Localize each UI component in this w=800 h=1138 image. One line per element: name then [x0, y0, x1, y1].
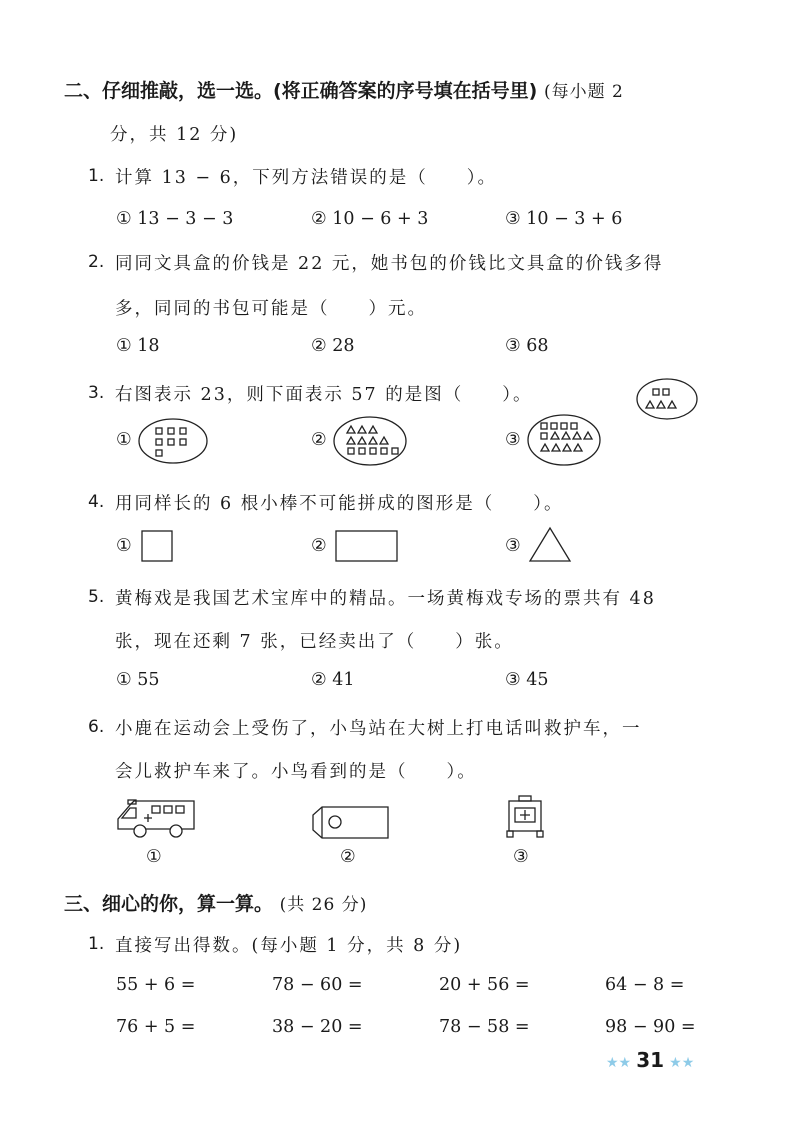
q4-number: 4.	[88, 492, 105, 512]
q4-rectangle-shape	[335, 530, 399, 562]
q5-option-1: ① 55	[116, 670, 160, 690]
calc-row1-item4: 64 − 8 =	[605, 975, 685, 995]
calc-row1-item1: 55 + 6 =	[116, 975, 196, 995]
q3-text: 右图表示 23，则下面表示 57 的是图（ ）。	[115, 385, 533, 405]
calc-row1-item3: 20 + 56 =	[439, 975, 530, 995]
calc-row2-item2: 38 − 20 =	[272, 1017, 363, 1037]
ambulance-front-view-figure	[505, 795, 545, 839]
reference-figure-23	[636, 378, 700, 422]
section-2-title: 二、仔细推敲，选一选。(将正确答案的序号填在括号里)	[64, 80, 538, 102]
star-icon: ★★	[669, 1055, 695, 1071]
section-3-heading	[64, 889, 367, 916]
q1-text: 计算 13 − 6，下列方法错误的是（ ）。	[115, 168, 498, 188]
q4-square-shape	[141, 530, 173, 562]
q3-label-1: ①	[116, 430, 132, 450]
q5-line-1: 黄梅戏是我国艺术宝库中的精品。一场黄梅戏专场的票共有 48	[115, 589, 656, 609]
q2-option-3: ③ 68	[505, 336, 549, 356]
q1-option-2: ② 10 − 6 + 3	[311, 209, 429, 229]
page-number: 31	[636, 1048, 665, 1072]
q4-triangle-shape	[529, 526, 571, 562]
calc-row2-item4: 98 − 90 =	[605, 1017, 696, 1037]
q5-option-3: ③ 45	[505, 670, 549, 690]
q1-option-1: ① 13 − 3 − 3	[116, 209, 234, 229]
calc-row2-item1: 76 + 5 =	[116, 1017, 196, 1037]
q4-label-3: ③	[505, 536, 521, 556]
section-3-title: 三、细心的你，算一算。	[64, 893, 274, 915]
page-number-footer	[606, 1048, 694, 1072]
q4-text: 用同样长的 6 根小棒不可能拼成的图形是（ ）。	[115, 494, 564, 514]
q2-option-1: ① 18	[116, 336, 160, 356]
q3-number: 3.	[88, 383, 105, 403]
section-2-note: (每小题 2	[544, 82, 624, 102]
calc-row2-item3: 78 − 58 =	[439, 1017, 530, 1037]
q2-number: 2.	[88, 252, 105, 272]
q3-figure-1	[138, 418, 210, 466]
calc-row1-item2: 78 − 60 =	[272, 975, 363, 995]
q6-label-1: ①	[146, 847, 162, 867]
q2-line-1: 同同文具盒的价钱是 22 元，她书包的价钱比文具盒的价钱多得	[115, 254, 664, 274]
q6-label-2: ②	[340, 847, 356, 867]
q6-label-3: ③	[513, 847, 529, 867]
q6-line-2: 会儿救护车来了。小鸟看到的是（ ）。	[115, 762, 477, 782]
q5-number: 5.	[88, 587, 105, 607]
q1-option-3: ③ 10 − 3 + 6	[505, 209, 623, 229]
q1-number: 1.	[88, 166, 105, 186]
q3-figure-3	[527, 414, 603, 468]
q3-figure-2	[333, 416, 409, 468]
q3-label-3: ③	[505, 430, 521, 450]
section-3-note: (共 26 分)	[279, 895, 368, 915]
section-2-heading	[64, 76, 624, 103]
star-icon: ★★	[606, 1055, 632, 1071]
q6-number: 6.	[88, 717, 105, 737]
q5-line-2: 张，现在还剩 7 张，已经卖出了（ ）张。	[115, 632, 514, 652]
q6-line-1: 小鹿在运动会上受伤了，小鸟站在大树上打电话叫救护车，一	[115, 719, 642, 739]
ambulance-top-view-figure	[310, 806, 390, 840]
ambulance-side-view-figure	[114, 797, 198, 841]
q3-label-2: ②	[311, 430, 327, 450]
q5-option-2: ② 41	[311, 670, 355, 690]
section-2-note-continued: 分，共 12 分)	[110, 125, 239, 145]
q4-label-1: ①	[116, 536, 132, 556]
q2-line-2: 多，同同的书包可能是（ ）元。	[115, 299, 427, 319]
s3-q1-text: 直接写出得数。(每小题 1 分，共 8 分)	[115, 936, 463, 956]
q2-option-2: ② 28	[311, 336, 355, 356]
s3-q1-number: 1.	[88, 934, 105, 954]
q4-label-2: ②	[311, 536, 327, 556]
